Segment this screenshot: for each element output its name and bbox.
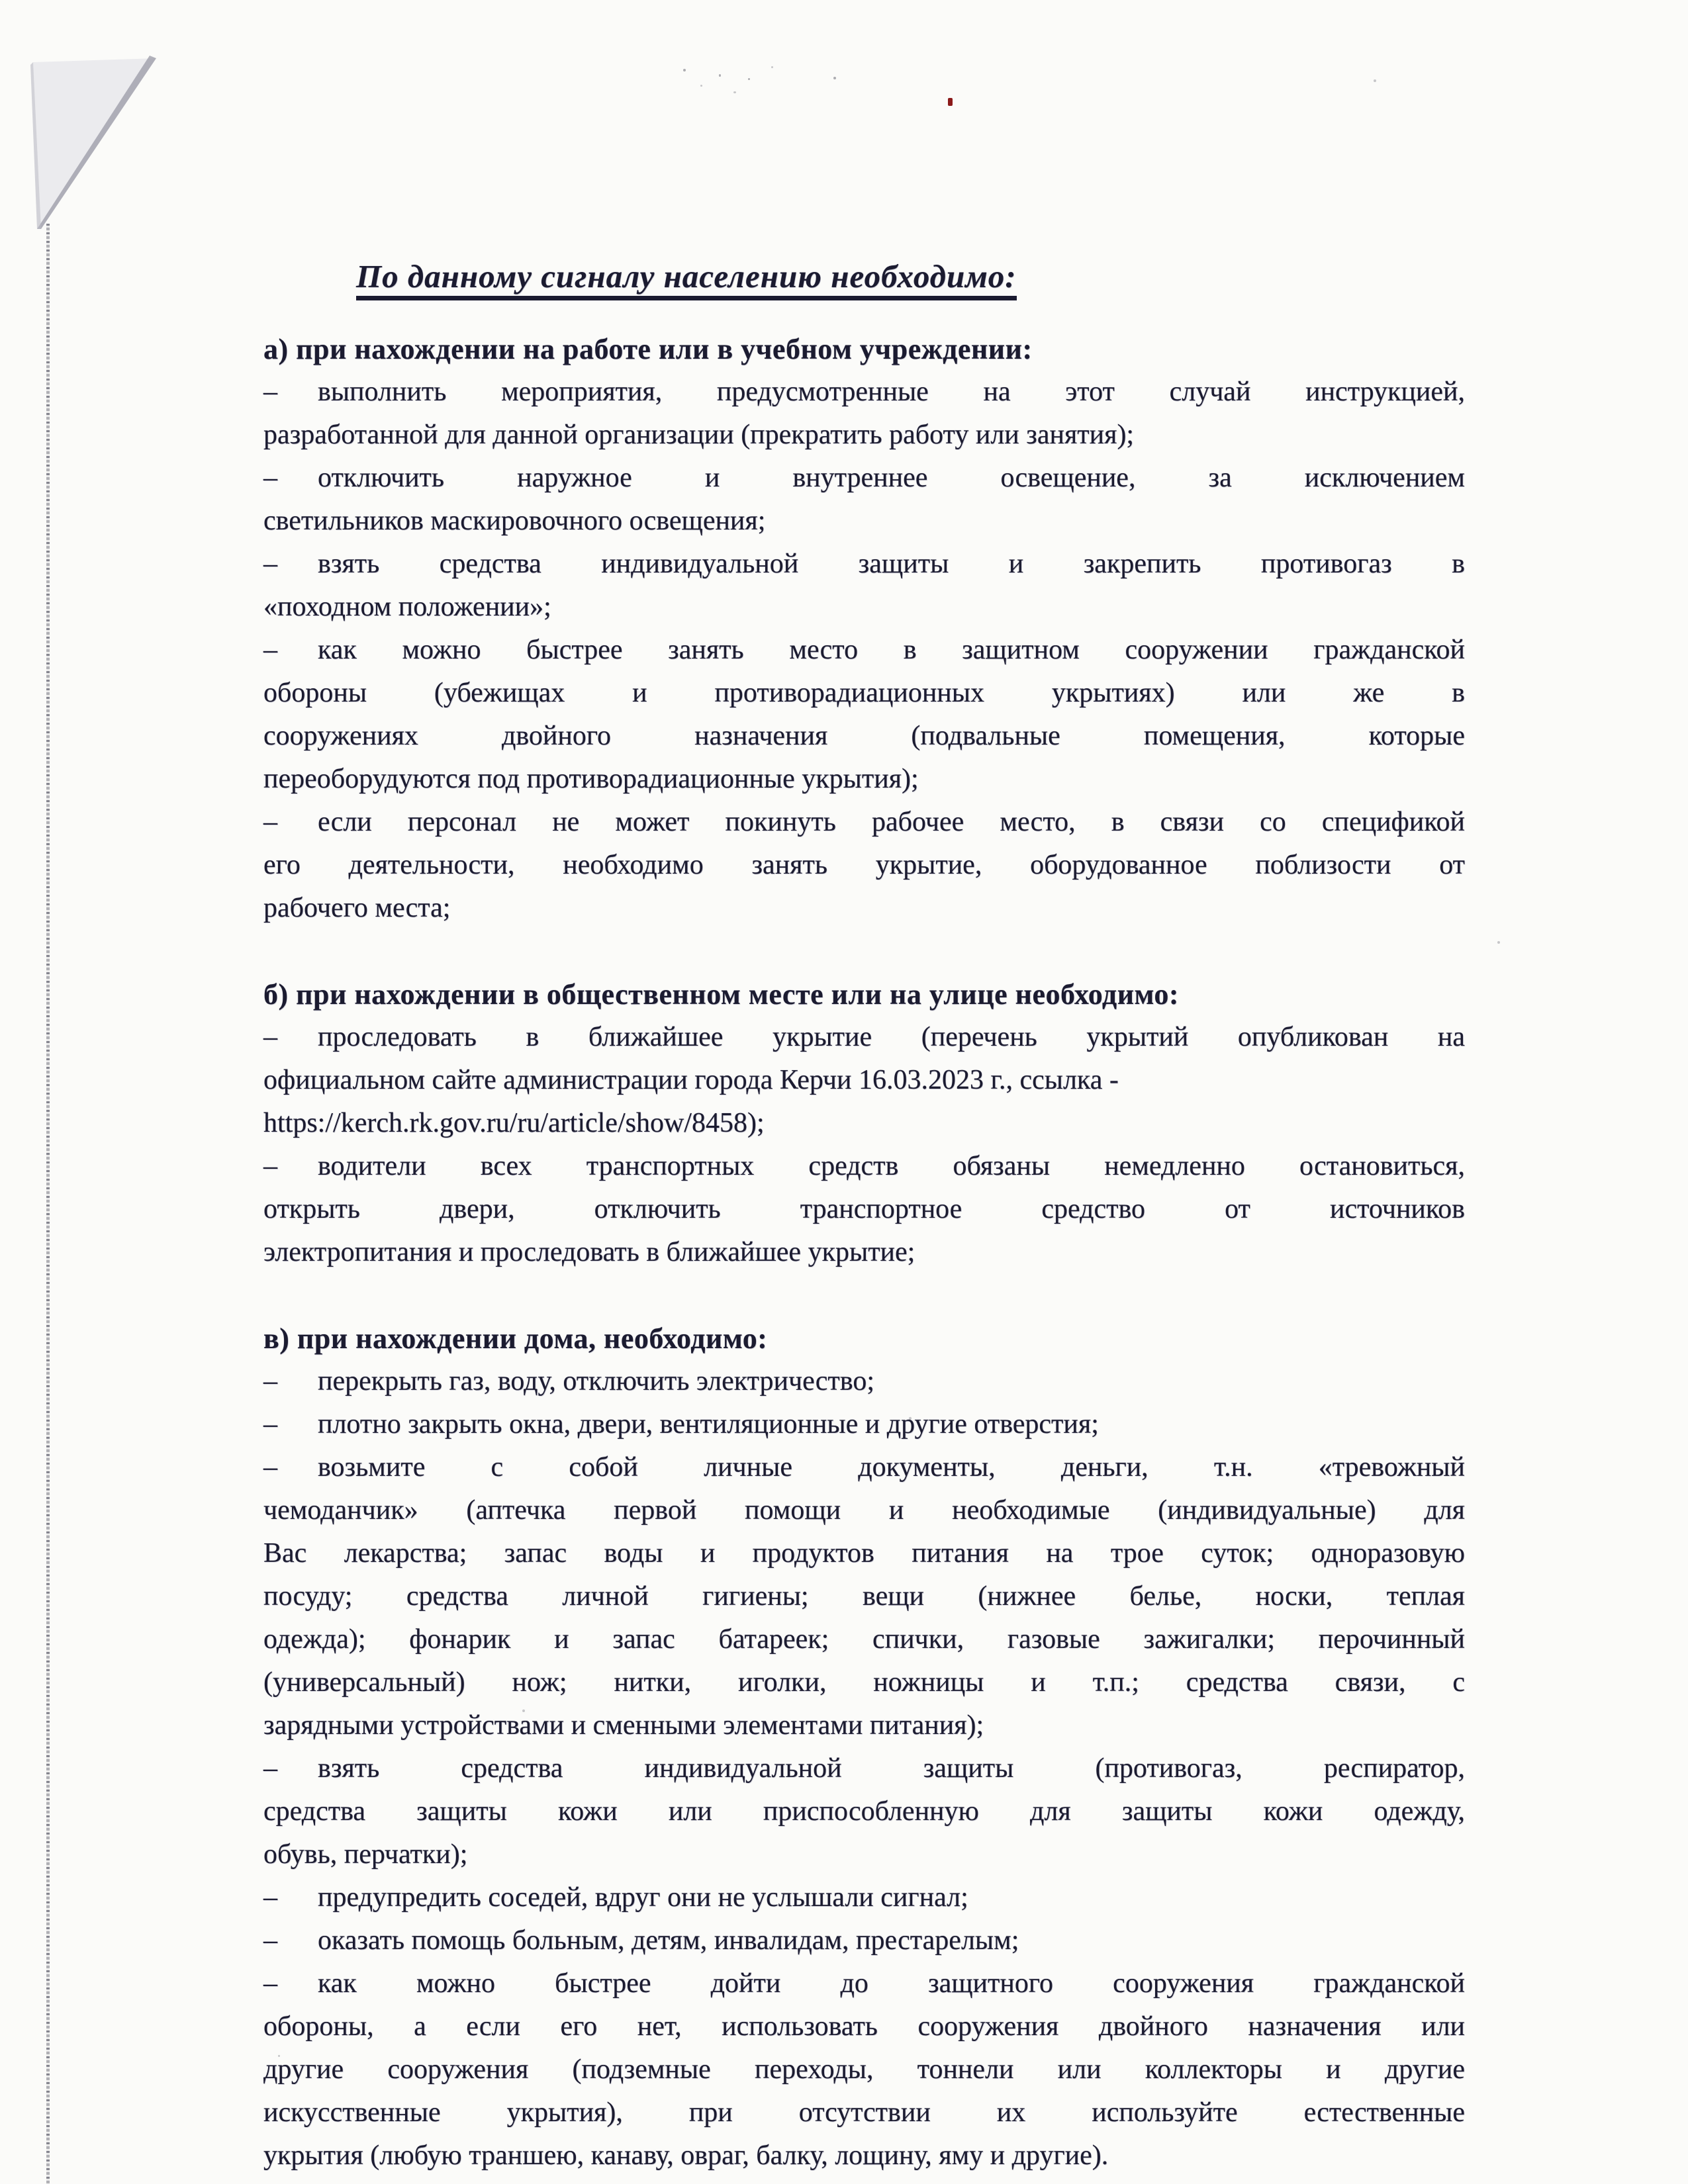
bullet-dash: – bbox=[263, 1366, 277, 1396]
text-line: – предупредить соседей, вдруг они не услышали сигнал; bbox=[263, 1876, 1465, 1919]
list-item bbox=[263, 629, 1465, 801]
bullet-dash: – bbox=[263, 1409, 277, 1439]
text-line: посуду; средства личной гигиены; вещи (нижнее белье, носки, теплая bbox=[263, 1581, 1465, 1612]
bullet-dash: – bbox=[263, 377, 277, 407]
text-line: разработанной для данной организации (прекратить работу или занятия); bbox=[263, 420, 1135, 450]
text-line: официальном сайте администрации города Керчи 16.03.2023 г., ссылка - bbox=[263, 1065, 1119, 1095]
text-line: обороны, а если его нет, использовать сооружения двойного назначения или bbox=[263, 2011, 1465, 2042]
text-line: зарядными устройствами и сменными элементами питания); bbox=[263, 1710, 984, 1741]
list-item bbox=[263, 1876, 1465, 1919]
section-heading: а) при нахождении на работе или в учебном учреждении: bbox=[263, 333, 1033, 365]
text-line: – проследовать в ближайшее укрытие (перечень укрытий опубликован на bbox=[263, 1016, 1465, 1059]
text-line: – возьмите с собой личные документы, деньги, т.н. «тревожный bbox=[263, 1446, 1465, 1489]
text-line: обувь, перчатки); bbox=[263, 1839, 468, 1870]
document-content bbox=[263, 255, 1465, 2177]
text-line: – водители всех транспортных средств обязаны немедленно остановиться, bbox=[263, 1145, 1465, 1188]
text-line: https://kerch.rk.gov.ru/ru/article/show/8458); bbox=[263, 1108, 765, 1138]
text-line: укрытия (любую траншею, канаву, овраг, балку, лощину, яму и другие). bbox=[263, 2140, 1109, 2171]
text-line: – как можно быстрее занять место в защитном сооружении гражданской bbox=[263, 629, 1465, 672]
list-item bbox=[263, 1747, 1465, 1876]
bullet-dash: – bbox=[263, 1968, 277, 1999]
list-item bbox=[263, 371, 1465, 457]
text-line: чемоданчик» (аптечка первой помощи и необходимые (индивидуальные) для bbox=[263, 1495, 1465, 1525]
text-line: одежда); фонарик и запас батареек; спички, газовые зажигалки; перочинный bbox=[263, 1624, 1465, 1655]
section-0 bbox=[263, 328, 1465, 930]
list-item bbox=[263, 1962, 1465, 2177]
text-line: электропитания и проследовать в ближайшее укрытие; bbox=[263, 1237, 915, 1267]
section-1 bbox=[263, 973, 1465, 1274]
bullet-dash: – bbox=[263, 635, 277, 665]
list-item bbox=[263, 1145, 1465, 1274]
page-edge-line bbox=[46, 224, 50, 2184]
scan-fold-artifact bbox=[25, 52, 177, 250]
text-line: сооружениях двойного назначения (подвальные помещения, которые bbox=[263, 721, 1465, 751]
text-line: (универсальный) нож; нитки, иголки, ножницы и т.п.; средства связи, с bbox=[263, 1667, 1465, 1698]
text-line: – отключить наружное и внутреннее освещение, за исключением bbox=[263, 457, 1465, 500]
list-item bbox=[263, 457, 1465, 543]
bullet-dash: – bbox=[263, 463, 277, 493]
bullet-dash: – bbox=[263, 1753, 277, 1784]
list-item bbox=[263, 1360, 1465, 1403]
text-line: переоборудуются под противорадиационные укрытия); bbox=[263, 764, 919, 794]
bullet-dash: – bbox=[263, 549, 277, 579]
bullet-dash: – bbox=[263, 807, 277, 837]
list-item bbox=[263, 1919, 1465, 1962]
text-line: открыть двери, отключить транспортное средство от источников bbox=[263, 1194, 1465, 1224]
list-item bbox=[263, 543, 1465, 629]
text-line: его деятельности, необходимо занять укрытие, оборудованное поблизости от bbox=[263, 850, 1465, 880]
bullet-dash: – bbox=[263, 1882, 277, 1913]
sections-container bbox=[263, 328, 1465, 2177]
text-line: – взять средства индивидуальной защиты (противогаз, респиратор, bbox=[263, 1747, 1465, 1790]
text-line: – если персонал не может покинуть рабочее место, в связи со спецификой bbox=[263, 801, 1465, 844]
bullet-dash: – bbox=[263, 1151, 277, 1181]
bullet-dash: – bbox=[263, 1452, 277, 1482]
text-line: светильников маскировочного освещения; bbox=[263, 506, 766, 536]
bullet-dash: – bbox=[263, 1925, 277, 1956]
text-line: Вас лекарства; запас воды и продуктов питания на трое суток; одноразовую bbox=[263, 1538, 1465, 1569]
list-item bbox=[263, 1446, 1465, 1747]
text-line: – плотно закрыть окна, двери, вентиляционные и другие отверстия; bbox=[263, 1403, 1465, 1446]
list-item bbox=[263, 1403, 1465, 1446]
text-line: искусственные укрытия), при отсутствии их используйте естественные bbox=[263, 2097, 1465, 2128]
document-title bbox=[356, 255, 1465, 298]
text-line: другие сооружения (подземные переходы, тоннели или коллекторы и другие bbox=[263, 2054, 1465, 2085]
text-line: – взять средства индивидуальной защиты и закрепить противогаз в bbox=[263, 543, 1465, 586]
text-line: «походном положении»; bbox=[263, 592, 551, 622]
text-line: – выполнить мероприятия, предусмотренные на этот случай инструкцией, bbox=[263, 371, 1465, 414]
text-line: рабочего места; bbox=[263, 893, 451, 923]
red-ink-speck bbox=[948, 98, 953, 106]
text-line: обороны (убежищах и противорадиационных укрытиях) или же в bbox=[263, 678, 1465, 708]
list-item bbox=[263, 801, 1465, 930]
document-title-text: По данному сигналу населению необходимо: bbox=[356, 258, 1017, 300]
section-heading: в) при нахождении дома, необходимо: bbox=[263, 1322, 768, 1355]
text-line: – как можно быстрее дойти до защитного сооружения гражданской bbox=[263, 1962, 1465, 2005]
bullet-dash: – bbox=[263, 1022, 277, 1052]
section-heading: б) при нахождении в общественном месте или на улице необходимо: bbox=[263, 978, 1180, 1011]
text-line: – оказать помощь больным, детям, инвалидам, престарелым; bbox=[263, 1919, 1465, 1962]
text-line: – перекрыть газ, воду, отключить электричество; bbox=[263, 1360, 1465, 1403]
section-2 bbox=[263, 1317, 1465, 2177]
list-item bbox=[263, 1016, 1465, 1145]
text-line: средства защиты кожи или приспособленную для защиты кожи одежду, bbox=[263, 1796, 1465, 1827]
